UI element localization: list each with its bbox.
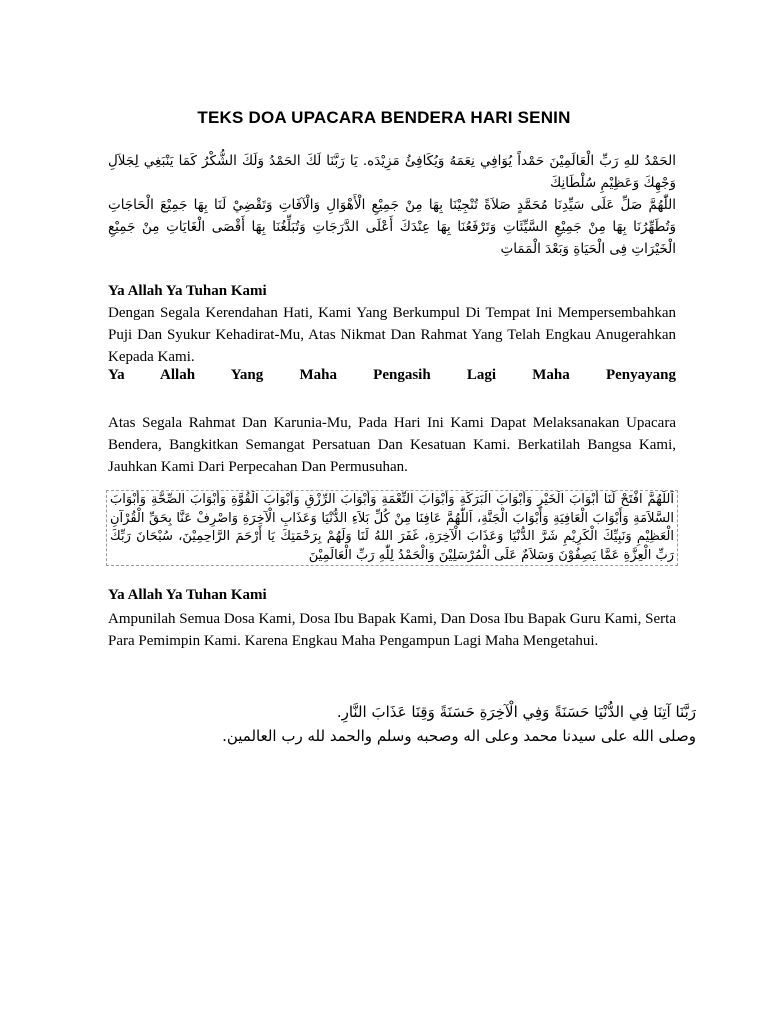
section1-heading: Ya Allah Ya Tuhan Kami [108,283,267,299]
section2-text: Atas Segala Rahmat Dan Karunia-Mu, Pada Hari Ini Kami Dapat Melaksanakan Upacara Bendera, Bangkitkan Semangat Persatuan Dan Kesatuan Kami. Berkatilah Bangsa Kami, Jauhkan Kami Dari Perpecahan Dan Permusuhan. [108,415,676,475]
section3-heading: Ya Allah Ya Tuhan Kami [108,587,267,603]
opening-arabic-prayer [108,150,676,260]
closing-arabic-prayer [108,700,696,748]
opening-arabic-line-hamdalah: الحَمْدُ للهِ رَبِّ الْعَالَمِيْنَ حَمْداً يُوَافِي نِعَمَهُ وَيُكَافِئُ مَزِيْدَه. يَا رَبَّنَا لَكَ الحَمْدُ وَلَكَ الشُّكْرُ كَمَا يَنْبَغِي لِجَلاَلِ وَجْهِكَ وَعَظِيْمِ سُلْطَانِكَ [108,153,676,191]
closing-arabic-line-salawat: وصلى الله على سيدنا محمد وعلى اله وصحبه وسلم والحمد لله رب العالمين. [222,727,696,745]
opening-arabic-line-salawat: اللّٰهُمَّ صَلِّ عَلَى سَيِّدِنَا مُحَمَّدٍ صَلاَةً تُنْجِيْنَا بِهَا مِنْ جَمِيْعِ الْأَهْوَالِ وَالْآفَاتِ وَتَقْضِيْ لَنَا بِهَا جَمِيْعَ الْحَاجَاتِ وَتُطَهِّرُنَا بِهَا مِنْ جَمِيْعِ السَّيِّئَاتِ وَتَرْفَعُنَا بِهَا عِنْدَكَ أَعْلَى الدَّرَجَاتِ وَتُبَلِّغُنَا بِهَا أَقْصَى الْغَايَاتِ مِنْ جَمِيْعِ الْخَيْرَاتِ فِى الْحَيَاةِ وَبَعْدَ الْمَمَاتِ [108,197,676,257]
closing-arabic-line-rabbana: رَبَّنَا آتِنَا فِي الدُّنْيَا حَسَنَةً وَفِي الْآخِرَةِ حَسَنَةً وَقِنَا عَذَابَ النَّارِ. [336,703,696,721]
section3-text: Ampunilah Semua Dosa Kami, Dosa Ibu Bapak Kami, Dan Dosa Ibu Bapak Guru Kami, Serta Para Pemimpin Kami. Karena Engkau Maha Pengampun Lagi Maha Mengetahui. [108,611,676,649]
section2-heading: Ya Allah Yang Maha Pengasih Lagi Maha Penyayang [108,367,676,383]
middle-arabic-prayer: اَللّٰهُمَّ افْتَحْ لَنَا أَبْوَابَ الْخَيْرِ وَأَبْوَابَ الْبَرَكَةِ وَأَبْوَابَ النِّعْمَةِ وَأَبْوَابَ الرِّزْقِ وَأَبْوَابَ الْقُوَّةِ وَأَبْوَابَ الصِّحَّةِ وَأَبْوَابَ السَّلاَمَةِ وَأَبْوَابَ الْعَافِيَةِ وَأَبْوَابَ الْجَنَّةِ، اَللّٰهُمَّ عَافِنَا مِنْ كُلِّ بَلاَءِ الدُّنْيَا وَعَذَابِ الْآخِرَةِ وَاصْرِفْ عَنَّا بِحَقِّ الْقُرْآنِ الْعَظِيْمِ وَنَبِيِّكَ الْكَرِيْمِ شَرَّ الدُّنْيَا وَعَذَابَ الْآخِرَةِ، غَفَرَ اللهُ لَنَا وَلَهُمْ بِرَحْمَتِكَ يَا أَرْحَمَ الرَّاحِمِيْنَ، سُبْحَانَ رَبِّكَ رَبِّ الْعِزَّةِ عَمَّا يَصِفُوْنَ وَسَلاَمٌ عَلَى الْمُرْسَلِيْنَ وَالْحَمْدُ لِلّٰهِ رَبِّ الْعَالَمِيْنَ [106,490,678,566]
document-title: TEKS DOA UPACARA BENDERA HARI SENIN [197,108,571,127]
section1-text: Dengan Segala Kerendahan Hati, Kami Yang Berkumpul Di Tempat Ini Mempersembahkan Puji Dan Syukur Kehadirat-Mu, Atas Nikmat Dan Rahmat Yang Telah Engkau Anugerahkan Kepada Kami. [108,305,676,365]
